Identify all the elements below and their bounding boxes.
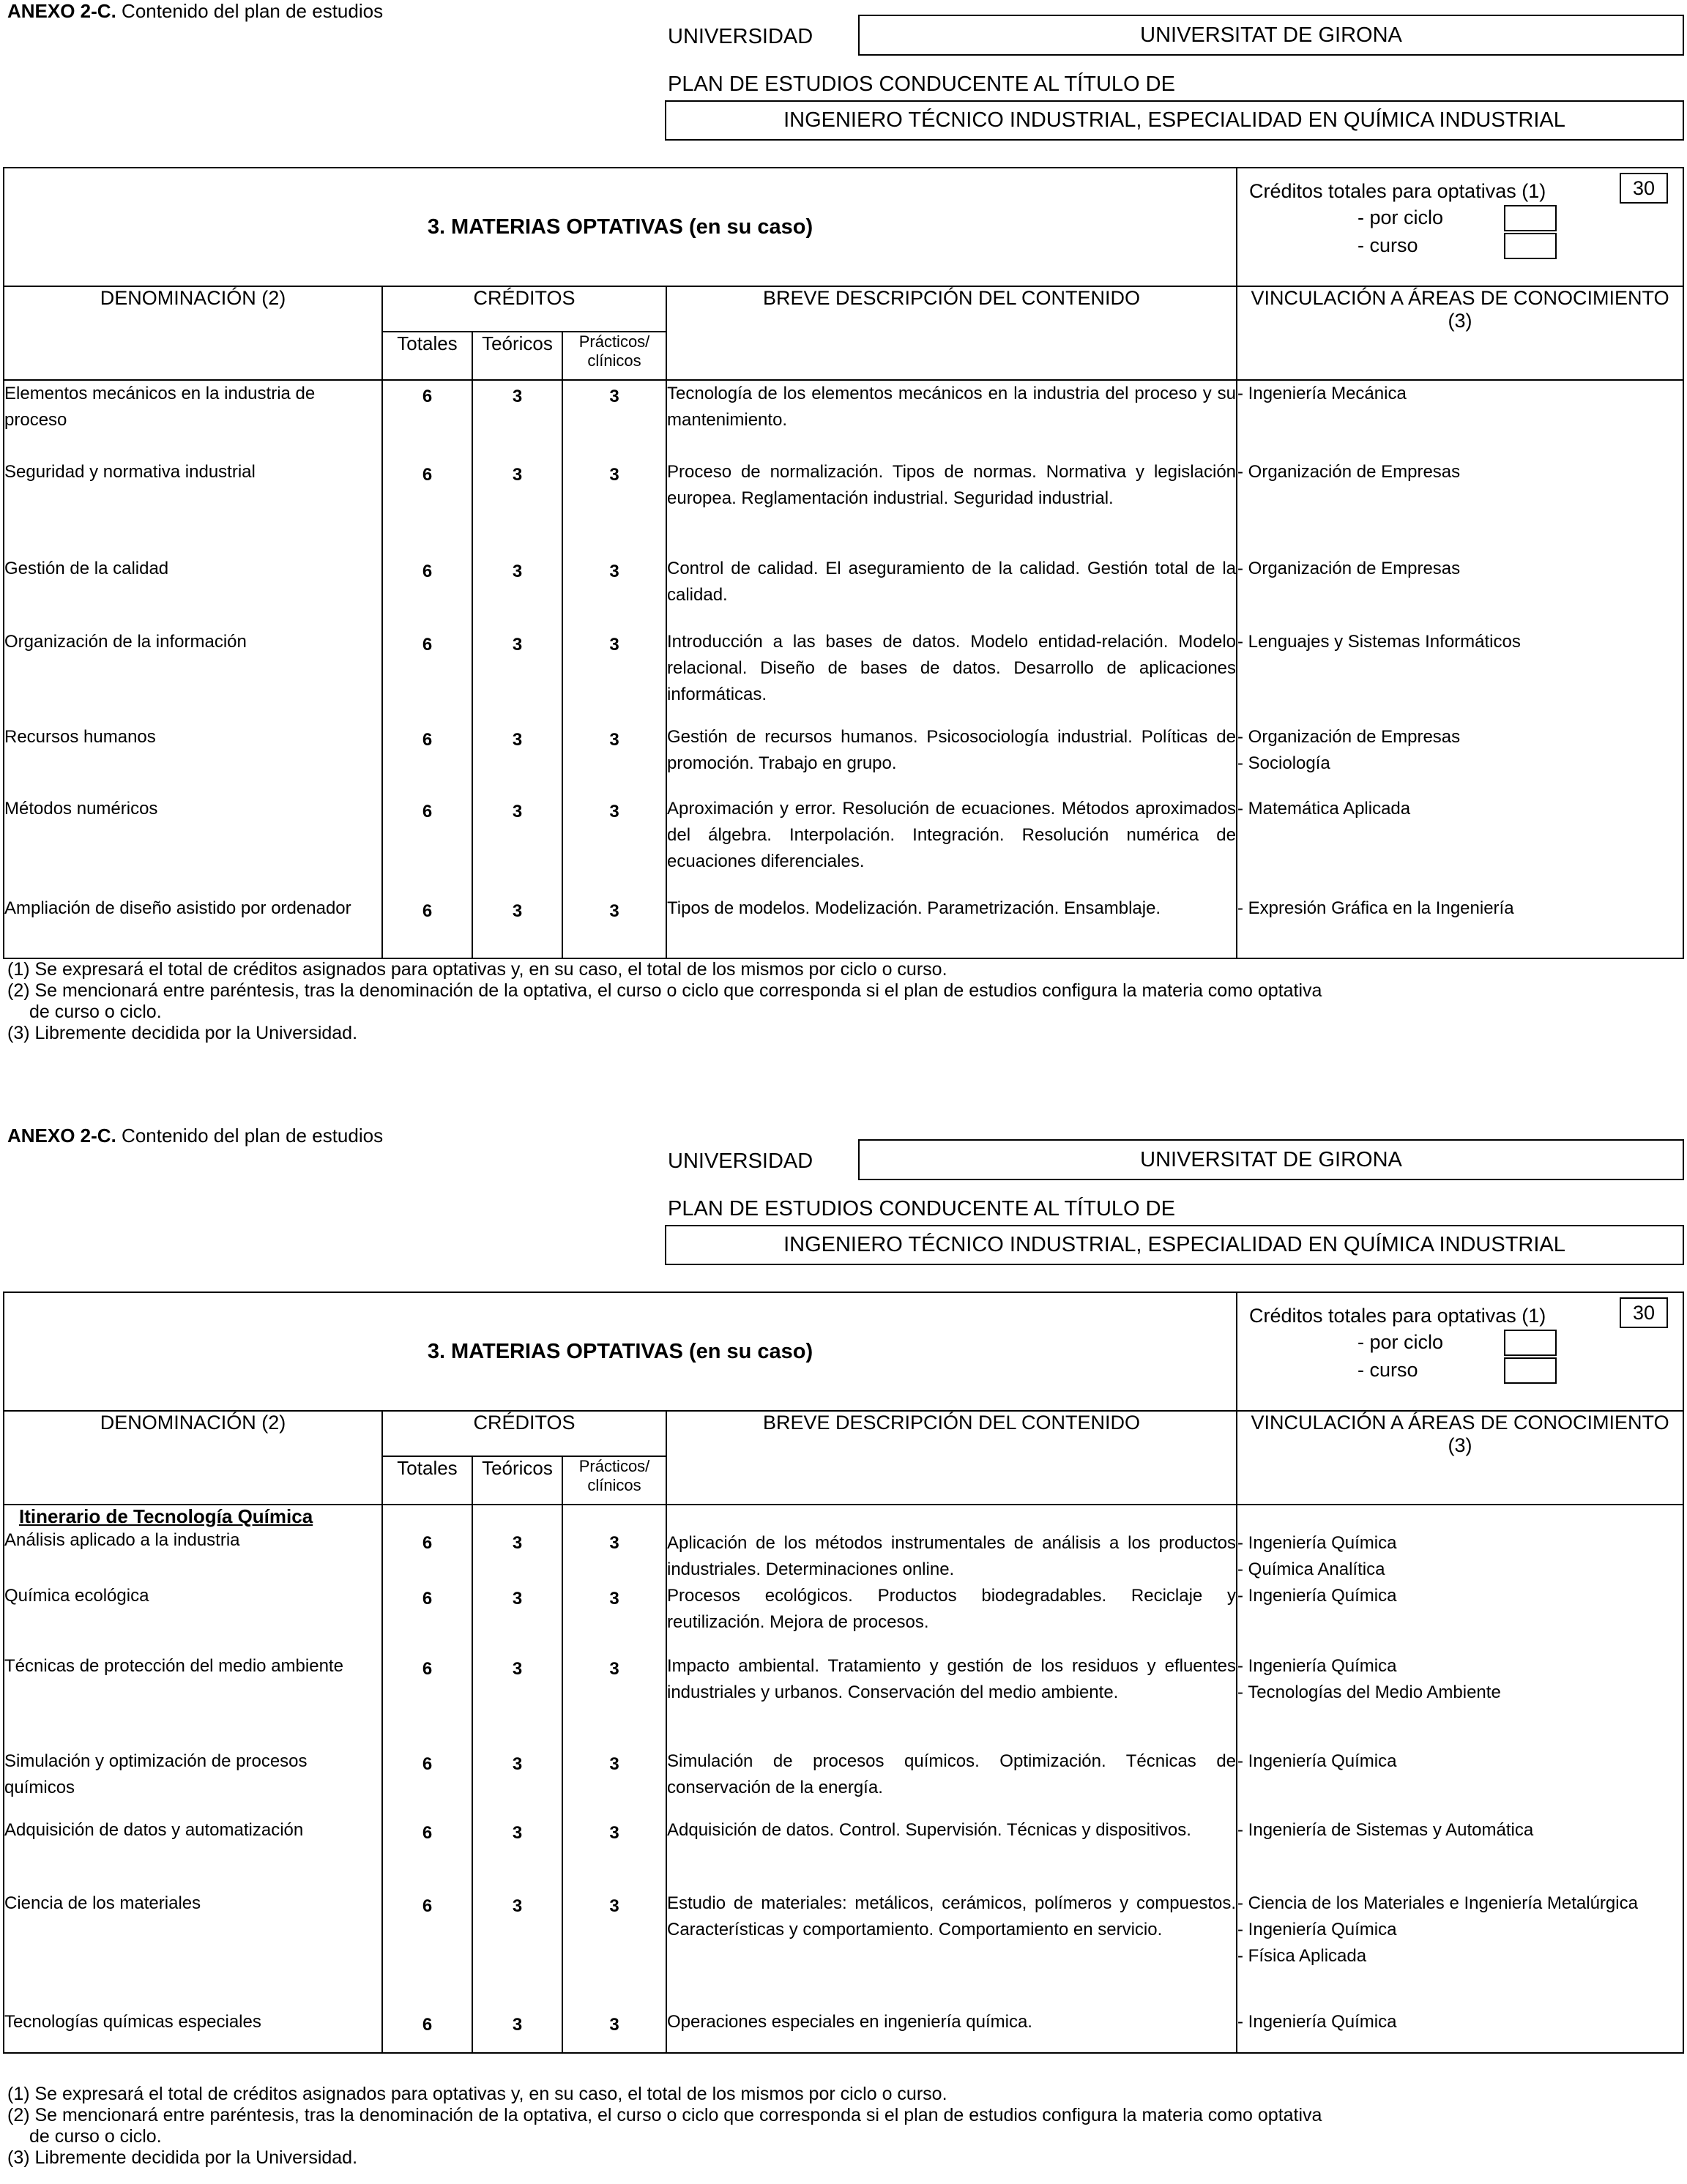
footnote-1: (1) Se expresará el total de créditos asignados para optativas y, en su caso, el total de los mismos por ciclo o curso.: [7, 2084, 947, 2104]
total-credits-label: Créditos totales para optativas (1): [1249, 1305, 1546, 1327]
credits-total: 6: [382, 796, 472, 895]
col-totales: Totales: [382, 1456, 472, 1505]
subject-description: Estudio de materiales: metálicos, cerámicos, polímeros y compuestos. Características y comportamiento. Comportamiento en servicio.: [666, 1890, 1237, 2009]
col-teoricos: Teóricos: [472, 332, 562, 380]
credits-total: 6: [382, 2009, 472, 2053]
credits-total: 6: [382, 556, 472, 629]
knowledge-areas: - Organización de Empresas: [1237, 556, 1683, 629]
credits-total: 6: [382, 459, 472, 556]
per-course-label: - curso: [1358, 1359, 1418, 1381]
credits-theory: 3: [472, 1817, 562, 1890]
subject-description: Procesos ecológicos. Productos biodegradables. Reciclaje y reutilización. Mejora de procesos.: [666, 1583, 1237, 1653]
per-course-label: - curso: [1358, 234, 1418, 256]
subject-description: Gestión de recursos humanos. Psicosociología industrial. Políticas de promoción. Trabajo en grupo.: [666, 724, 1237, 796]
subject-name: Química ecológica: [4, 1583, 382, 1653]
knowledge-areas: - Ingeniería Química - Química Analítica: [1237, 1505, 1683, 1583]
credits-theory: 3: [472, 1583, 562, 1653]
credits-theory: 3: [472, 459, 562, 556]
subject-name: Análisis aplicado a la industria: [4, 1530, 240, 1550]
credits-theory: 3: [472, 1748, 562, 1817]
university-label: UNIVERSIDAD: [668, 25, 813, 48]
subject-name: Recursos humanos: [4, 724, 382, 796]
knowledge-areas: - Ingeniería Química: [1237, 1748, 1683, 1817]
credits-practice: 3: [562, 724, 666, 796]
subject-cell: [4, 1505, 382, 1583]
subject-name: Gestión de la calidad: [4, 556, 382, 629]
knowledge-areas: - Ciencia de los Materiales e Ingeniería Metalúrgica - Ingeniería Química - Física Aplicada: [1237, 1890, 1683, 2009]
knowledge-areas: - Ingeniería Química: [1237, 1583, 1683, 1653]
footnotes: [7, 959, 1322, 1044]
credits-theory: 3: [472, 1890, 562, 2009]
credits-total: 6: [382, 724, 472, 796]
university-name-box: UNIVERSITAT DE GIRONA: [858, 15, 1684, 56]
footnotes: [7, 2084, 1322, 2169]
footnote-2-cont: de curso o ciclo.: [29, 1002, 162, 1022]
optional-subjects-table: [3, 167, 1684, 959]
credits-theory: 3: [472, 1653, 562, 1748]
col-teoricos: Teóricos: [472, 1456, 562, 1505]
credits-total: 6: [382, 1653, 472, 1748]
per-cycle-label: - por ciclo: [1358, 206, 1444, 228]
footnote-3: (3) Libremente decidida por la Universidad.: [7, 2147, 358, 2168]
credits-theory: 3: [472, 1505, 562, 1583]
credits-total: 6: [382, 1583, 472, 1653]
subject-description: Simulación de procesos químicos. Optimización. Técnicas de conservación de la energía.: [666, 1748, 1237, 1817]
credits-total: 6: [382, 1748, 472, 1817]
subject-description: Aplicación de los métodos instrumentales de análisis a los productos industriales. Determinaciones online.: [666, 1505, 1237, 1583]
section-title: 3. MATERIAS OPTATIVAS (en su caso): [4, 1292, 1237, 1411]
credits-practice: 3: [562, 1505, 666, 1583]
footnote-2: (2) Se mencionará entre paréntesis, tras la denominación de la optativa, el curso o ciclo que corresponda si el plan de estudios configura la materia como optativa: [7, 980, 1322, 1001]
knowledge-areas: - Organización de Empresas - Sociología: [1237, 724, 1683, 796]
col-denominacion: DENOMINACIÓN (2): [4, 286, 382, 380]
col-creditos: CRÉDITOS: [382, 1411, 666, 1456]
credits-practice: 3: [562, 2009, 666, 2053]
credits-total: 6: [382, 895, 472, 958]
footnote-3: (3) Libremente decidida por la Universidad.: [7, 1023, 358, 1043]
subject-description: Proceso de normalización. Tipos de normas. Normativa y legislación europea. Reglamentación industrial. Seguridad industrial.: [666, 459, 1237, 556]
credits-total: 6: [382, 380, 472, 459]
credits-theory: 3: [472, 556, 562, 629]
subject-description: Tipos de modelos. Modelización. Parametrización. Ensamblaje.: [666, 895, 1237, 958]
credits-practice: 3: [562, 459, 666, 556]
knowledge-areas: - Matemática Aplicada: [1237, 796, 1683, 895]
credits-practice: 3: [562, 1817, 666, 1890]
knowledge-areas: - Ingeniería Química - Tecnologías del Medio Ambiente: [1237, 1653, 1683, 1748]
subject-description: Impacto ambiental. Tratamiento y gestión de los residuos y efluentes industriales y urbanos. Conservación del medio ambiente.: [666, 1653, 1237, 1748]
credits-practice: 3: [562, 1653, 666, 1748]
col-vinculacion: VINCULACIÓN A ÁREAS DE CONOCIMIENTO (3): [1237, 286, 1683, 380]
credits-practice: 3: [562, 629, 666, 724]
footnote-2: (2) Se mencionará entre paréntesis, tras la denominación de la optativa, el curso o ciclo que corresponda si el plan de estudios configura la materia como optativa: [7, 2105, 1322, 2125]
credits-theory: 3: [472, 895, 562, 958]
col-practicos: Prácticos/ clínicos: [562, 1456, 666, 1505]
total-credits-cell: [1237, 1292, 1683, 1411]
col-totales: Totales: [382, 332, 472, 380]
subject-name: Organización de la información: [4, 629, 382, 724]
credits-practice: 3: [562, 796, 666, 895]
plan-label: PLAN DE ESTUDIOS CONDUCENTE AL TÍTULO DE: [668, 72, 1175, 96]
credits-theory: 3: [472, 380, 562, 459]
subject-description: Operaciones especiales en ingeniería química.: [666, 2009, 1237, 2053]
optional-subjects-table: [3, 1292, 1684, 2054]
subject-description: Introducción a las bases de datos. Modelo entidad-relación. Modelo relacional. Diseño de bases de datos. Desarrollo de aplicaciones informáticas.: [666, 629, 1237, 724]
credits-practice: 3: [562, 1583, 666, 1653]
itinerary-heading: Itinerario de Tecnología Química: [19, 1505, 313, 1527]
col-practicos: Prácticos/ clínicos: [562, 332, 666, 380]
subject-description: Aproximación y error. Resolución de ecuaciones. Métodos aproximados del álgebra. Interpolación. Integración. Resolución numérica de ecuaciones diferenciales.: [666, 796, 1237, 895]
credits-theory: 3: [472, 724, 562, 796]
subject-description: Adquisición de datos. Control. Supervisión. Técnicas y dispositivos.: [666, 1817, 1237, 1890]
credits-theory: 3: [472, 796, 562, 895]
subject-name: Adquisición de datos y automatización: [4, 1817, 382, 1890]
credits-total: 6: [382, 1505, 472, 1583]
knowledge-areas: - Ingeniería Química: [1237, 2009, 1683, 2053]
col-vinculacion: VINCULACIÓN A ÁREAS DE CONOCIMIENTO (3): [1237, 1411, 1683, 1505]
per-course-box: [1504, 233, 1557, 259]
knowledge-areas: - Expresión Gráfica en la Ingeniería: [1237, 895, 1683, 958]
knowledge-areas: - Organización de Empresas: [1237, 459, 1683, 556]
university-label: UNIVERSIDAD: [668, 1149, 813, 1173]
footnote-1: (1) Se expresará el total de créditos asignados para optativas y, en su caso, el total de los mismos por ciclo o curso.: [7, 959, 947, 980]
credits-theory: 3: [472, 2009, 562, 2053]
annex-heading: ANEXO 2-C. Contenido del plan de estudios: [7, 0, 384, 22]
plan-label: PLAN DE ESTUDIOS CONDUCENTE AL TÍTULO DE: [668, 1197, 1175, 1220]
per-cycle-box: [1504, 205, 1557, 231]
subject-name: Ciencia de los materiales: [4, 1890, 382, 2009]
credits-theory: 3: [472, 629, 562, 724]
university-name-box: UNIVERSITAT DE GIRONA: [858, 1139, 1684, 1180]
subject-name: Tecnologías químicas especiales: [4, 2009, 382, 2053]
subject-description: Control de calidad. El aseguramiento de la calidad. Gestión total de la calidad.: [666, 556, 1237, 629]
total-credits-label: Créditos totales para optativas (1): [1249, 180, 1546, 202]
subject-name: Elementos mecánicos en la industria de proceso: [4, 380, 382, 459]
col-creditos: CRÉDITOS: [382, 286, 666, 332]
degree-title-box: INGENIERO TÉCNICO INDUSTRIAL, ESPECIALIDAD EN QUÍMICA INDUSTRIAL: [665, 100, 1684, 141]
knowledge-areas: - Ingeniería de Sistemas y Automática: [1237, 1817, 1683, 1890]
credits-practice: 3: [562, 556, 666, 629]
credits-total: 6: [382, 1890, 472, 2009]
subject-name: Seguridad y normativa industrial: [4, 459, 382, 556]
per-cycle-box: [1504, 1330, 1557, 1356]
col-denominacion: DENOMINACIÓN (2): [4, 1411, 382, 1505]
credits-practice: 3: [562, 380, 666, 459]
subject-name: Técnicas de protección del medio ambiente: [4, 1653, 382, 1748]
annex-heading: ANEXO 2-C. Contenido del plan de estudios: [7, 1125, 384, 1147]
credits-practice: 3: [562, 1748, 666, 1817]
credits-practice: 3: [562, 1890, 666, 2009]
total-credits-value: 30: [1620, 173, 1668, 204]
degree-title-box: INGENIERO TÉCNICO INDUSTRIAL, ESPECIALIDAD EN QUÍMICA INDUSTRIAL: [665, 1225, 1684, 1265]
footnote-2-cont: de curso o ciclo.: [29, 2126, 162, 2147]
subject-name: Ampliación de diseño asistido por ordenador: [4, 895, 382, 958]
section-title: 3. MATERIAS OPTATIVAS (en su caso): [4, 168, 1237, 286]
credits-total: 6: [382, 1817, 472, 1890]
total-credits-cell: [1237, 168, 1683, 286]
subject-description: Tecnología de los elementos mecánicos en la industria del proceso y su mantenimiento.: [666, 380, 1237, 459]
subject-name: Métodos numéricos: [4, 796, 382, 895]
per-course-box: [1504, 1357, 1557, 1384]
total-credits-value: 30: [1620, 1297, 1668, 1328]
col-descripcion: BREVE DESCRIPCIÓN DEL CONTENIDO: [666, 1411, 1237, 1505]
knowledge-areas: - Ingeniería Mecánica: [1237, 380, 1683, 459]
col-descripcion: BREVE DESCRIPCIÓN DEL CONTENIDO: [666, 286, 1237, 380]
per-cycle-label: - por ciclo: [1358, 1331, 1444, 1353]
credits-practice: 3: [562, 895, 666, 958]
knowledge-areas: - Lenguajes y Sistemas Informáticos: [1237, 629, 1683, 724]
subject-name: Simulación y optimización de procesos químicos: [4, 1748, 382, 1817]
credits-total: 6: [382, 629, 472, 724]
